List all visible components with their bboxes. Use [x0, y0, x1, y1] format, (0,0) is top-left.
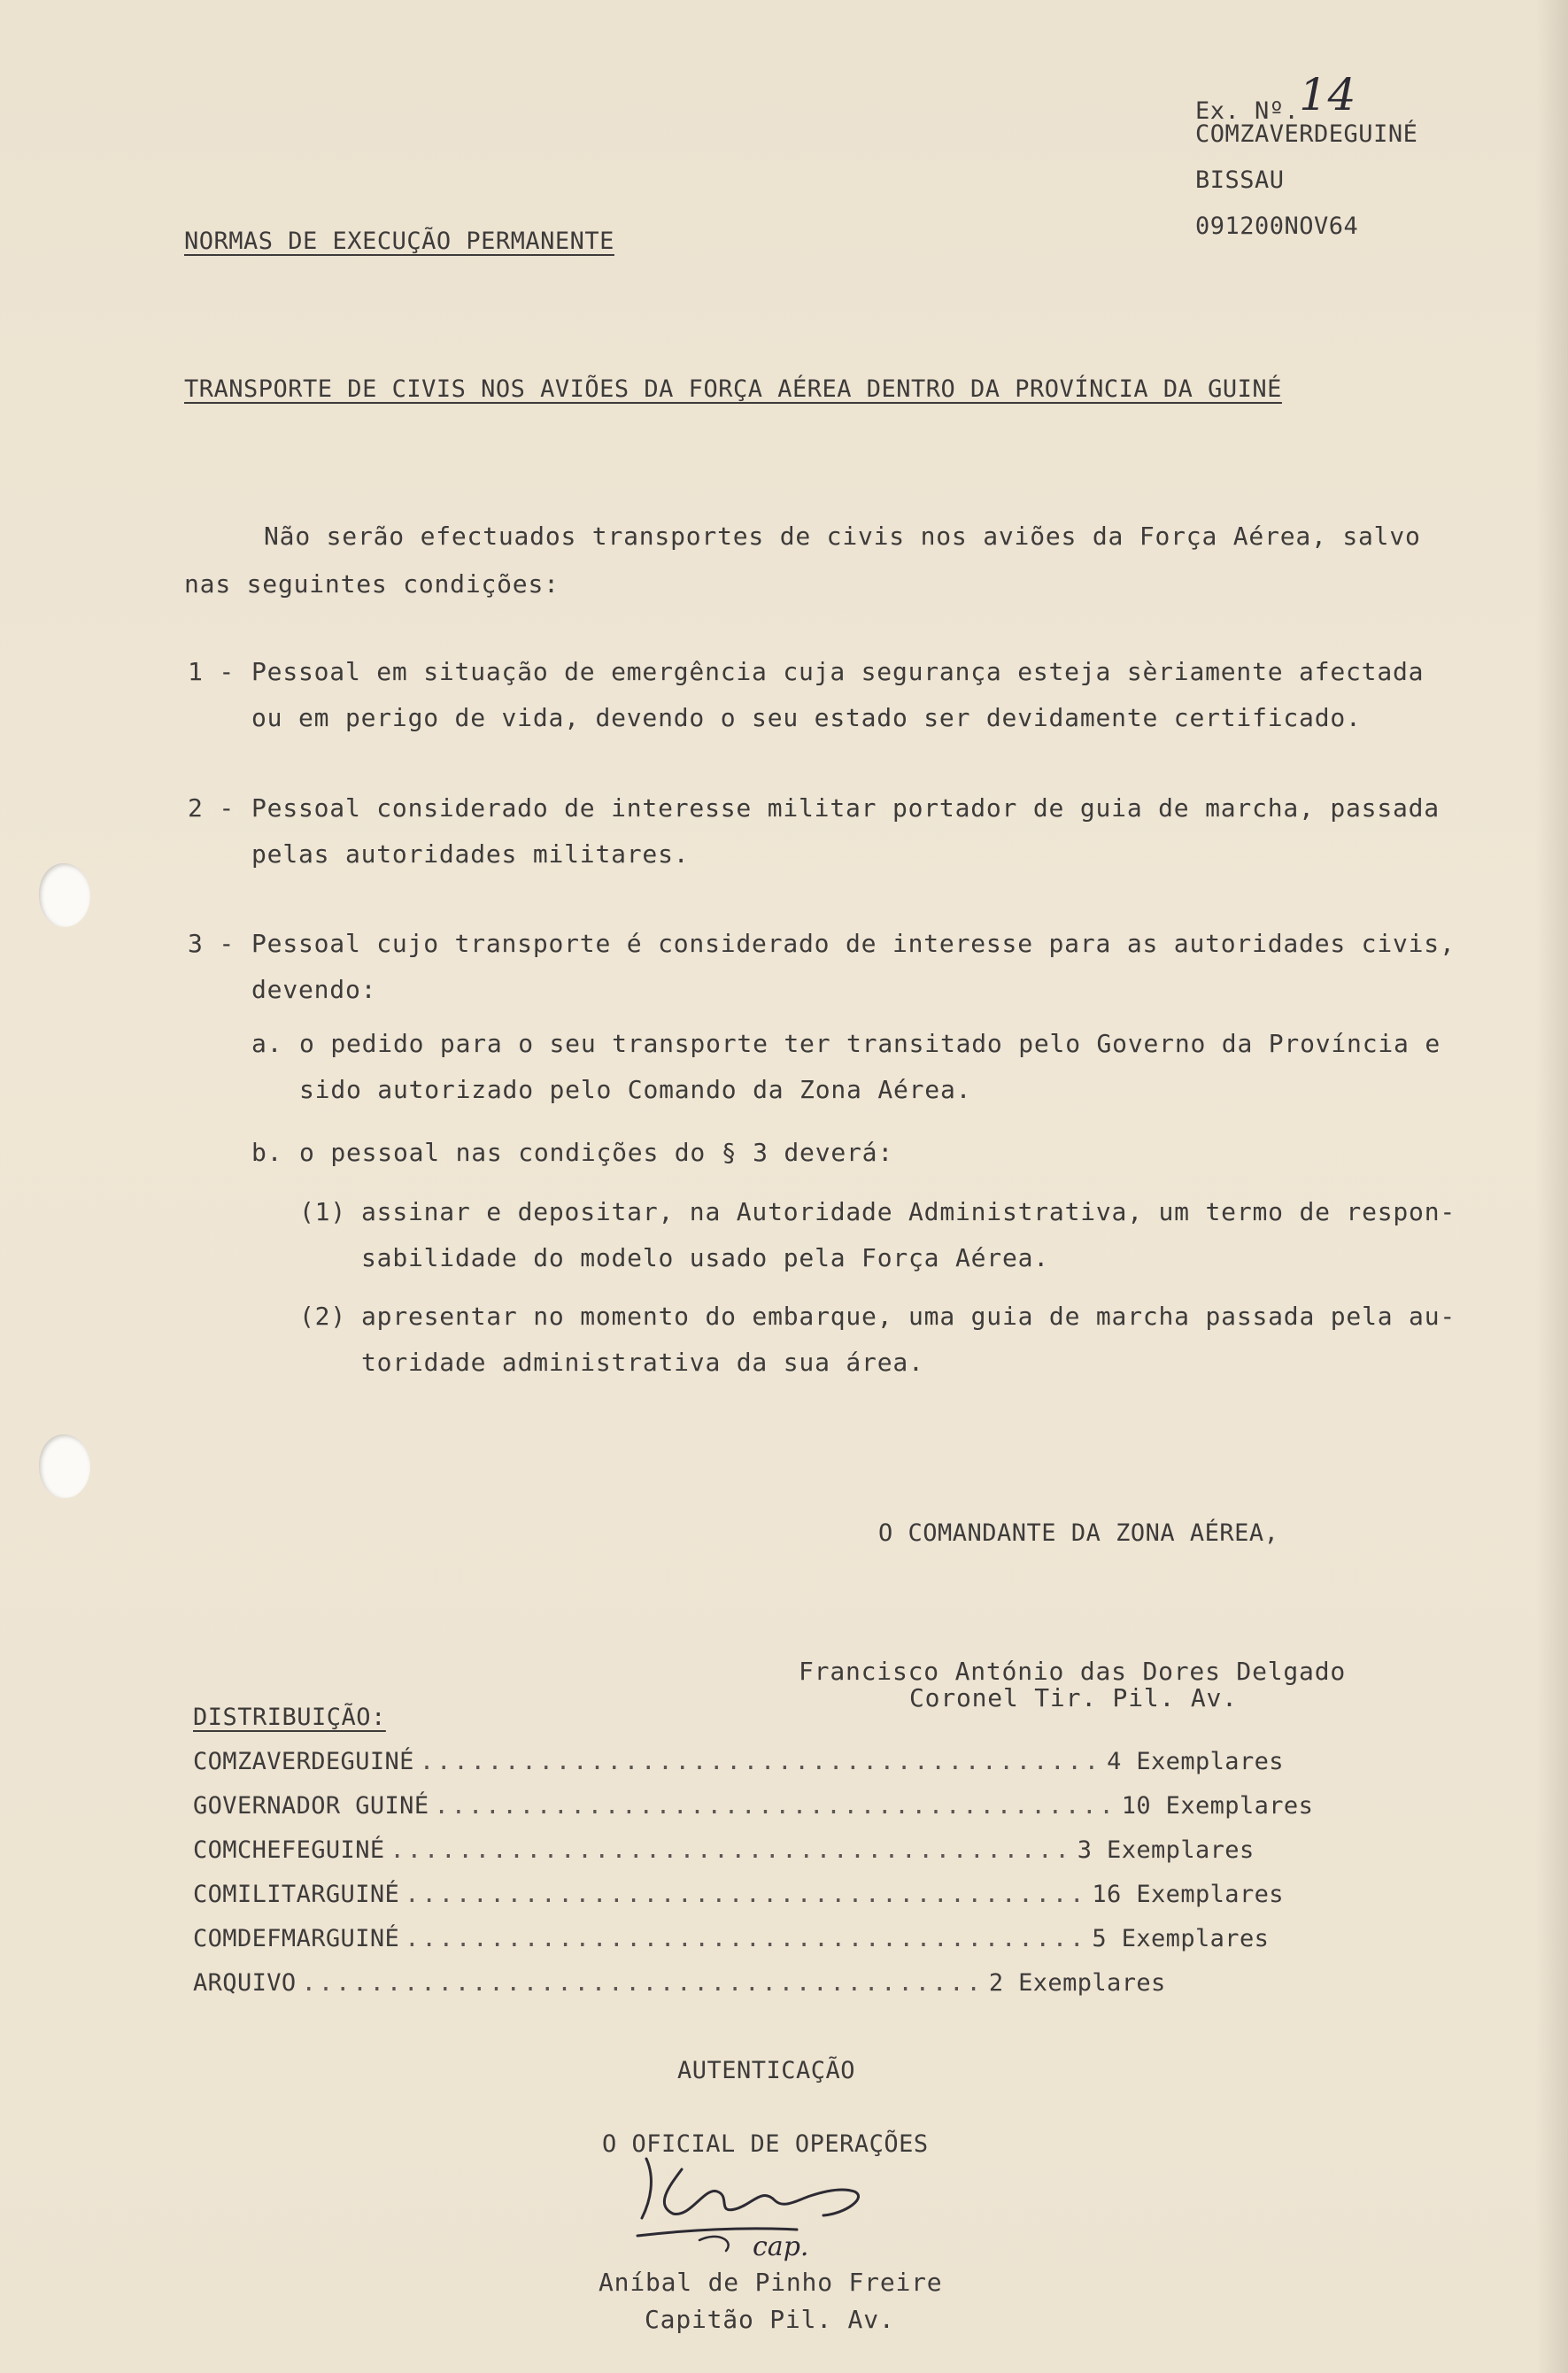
authentication-heading: AUTENTICAÇÃO [677, 2057, 856, 2084]
dot-leader: ........................................ [419, 1747, 1102, 1775]
distribution-quantity: 16 Exemplares [1092, 1880, 1284, 1908]
subitem-b2-label: (2) [299, 1302, 346, 1331]
subitem-a-label: a. [251, 1029, 283, 1058]
distribution-destination: COMDEFMARGUINÉ [193, 1924, 400, 1952]
intro-line-1: Não serão efectuados transportes de civis nos aviões da Força Aérea, salvo [264, 522, 1421, 551]
distribution-destination: COMILITARGUINÉ [193, 1880, 400, 1908]
item-1-line-1: Pessoal em situação de emergência cuja segurança esteja sèriamente afectada [251, 657, 1425, 686]
distribution-destination: COMCHEFEGUINÉ [193, 1836, 385, 1864]
document-subject: TRANSPORTE DE CIVIS NOS AVIÕES DA FORÇA AÉREA DENTRO DA PROVÍNCIA DA GUINÉ [184, 375, 1282, 403]
operations-officer-title: O OFICIAL DE OPERAÇÕES [602, 2130, 929, 2158]
commander-name: Francisco António das Dores Delgado [799, 1657, 1347, 1686]
subitem-b2-line-1: apresentar no momento do embarque, uma guia de marcha passada pela au- [361, 1302, 1456, 1331]
dot-leader: ........................................ [405, 1880, 1087, 1908]
item-2-line-1: Pessoal considerado de interesse militar portador de guia de marcha, passada [251, 793, 1440, 823]
dot-leader: ........................................ [405, 1924, 1087, 1952]
page-edge-shadow [1536, 0, 1568, 2373]
distribution-quantity: 10 Exemplares [1121, 1791, 1314, 1820]
item-1-line-2: ou em perigo de vida, devendo o seu estado ser devidamente certificado. [251, 703, 1362, 732]
subitem-b-label: b. [251, 1138, 283, 1167]
subitem-b2-line-2: toridade administrativa da sua área. [361, 1348, 924, 1377]
subitem-b1-line-2: sabilidade do modelo usado pela Força Aérea. [361, 1243, 1049, 1272]
subitem-b1-label: (1) [299, 1197, 346, 1226]
distribution-destination: ARQUIVO [193, 1968, 297, 1997]
distribution-quantity: 5 Exemplares [1092, 1924, 1270, 1952]
item-2-number: 2 - [188, 793, 235, 823]
distribution-row [193, 1739, 1284, 1783]
distribution-quantity: 3 Exemplares [1077, 1836, 1255, 1864]
distribution-row [193, 1828, 1255, 1872]
distribution-destination: COMZAVERDEGUINÉ [193, 1747, 414, 1775]
distribution-quantity: 2 Exemplares [988, 1968, 1166, 1997]
header-unit: COMZAVERDEGUINÉ [1195, 120, 1418, 148]
distribution-row [193, 1916, 1270, 1960]
dot-leader: ........................................ [434, 1791, 1116, 1820]
distribution-row [193, 1960, 1166, 2005]
distribution-row [193, 1783, 1314, 1828]
operations-officer-name: Aníbal de Pinho Freire [599, 2268, 943, 2297]
commander-rank: Coronel Tir. Pil. Av. [909, 1683, 1238, 1712]
distribution-destination: GOVERNADOR GUINÉ [193, 1791, 429, 1820]
item-3-line-1: Pessoal cujo transporte é considerado de interesse para as autoridades civis, [251, 929, 1456, 958]
distribution-row [193, 1872, 1284, 1916]
punch-hole-bottom [39, 1434, 90, 1498]
item-3-line-2: devendo: [251, 975, 377, 1004]
item-3-number: 3 - [188, 929, 235, 958]
distribution-heading: DISTRIBUIÇÃO: [193, 1704, 386, 1731]
copy-label: Ex. Nº. [1195, 97, 1300, 125]
subitem-a-line-1: o pedido para o seu transporte ter transitado pelo Governo da Província e [299, 1029, 1441, 1058]
punch-hole-top [39, 863, 90, 927]
intro-line-2: nas seguintes condições: [184, 569, 560, 599]
operations-officer-rank: Capitão Pil. Av. [645, 2305, 895, 2334]
dot-leader: ........................................ [301, 1968, 984, 1997]
header-place: BISSAU [1195, 166, 1285, 194]
item-2-line-2: pelas autoridades militares. [251, 839, 690, 869]
subitem-a-line-2: sido autorizado pelo Comando da Zona Aérea. [299, 1075, 972, 1104]
copy-number-handwritten: 14 [1299, 69, 1356, 120]
dot-leader: ........................................ [390, 1836, 1072, 1864]
document-type: NORMAS DE EXECUÇÃO PERMANENTE [184, 228, 614, 255]
item-1-number: 1 - [188, 657, 235, 686]
signature-rank-note: cap. [753, 2231, 809, 2262]
header-dtg: 091200NOV64 [1195, 213, 1359, 240]
commander-title: O COMANDANTE DA ZONA AÉREA, [878, 1519, 1279, 1547]
subitem-b1-line-1: assinar e depositar, na Autoridade Administrativa, um termo de respon- [361, 1197, 1456, 1226]
distribution-quantity: 4 Exemplares [1107, 1747, 1284, 1775]
subitem-b-line-1: o pessoal nas condições do § 3 deverá: [299, 1138, 893, 1167]
distribution-list [193, 1739, 1314, 2005]
